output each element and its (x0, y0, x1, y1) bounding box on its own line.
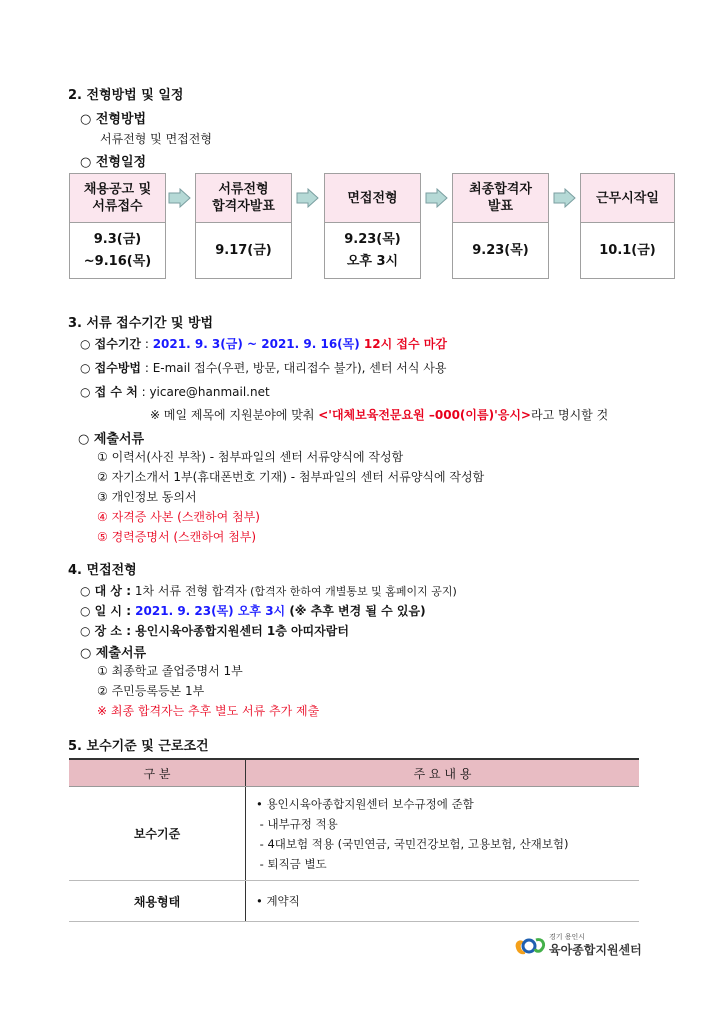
content-line: • 용인시육아종합지원센터 보수규정에 준함 (256, 796, 474, 811)
table-header-row (69, 759, 639, 787)
final-note: ※ 최종 합격자는 추후 별도 서류 추가 제출 (97, 704, 320, 718)
step-date: 9.23(목) 오후 3시 (344, 232, 401, 269)
row-label: 보수기준 (69, 787, 246, 881)
schedule-step (580, 173, 675, 279)
arrow-right-icon (296, 188, 320, 208)
step-date: 9.17(금) (215, 243, 272, 258)
step-title: 면접전형 (325, 174, 420, 223)
doc-item: ② 주민등록등본 1부 (97, 684, 205, 698)
arrow-right-icon (168, 188, 192, 208)
logo-small-text: 경기 용인시 (549, 933, 586, 941)
arrow-right-icon (553, 188, 577, 208)
doc-item: ③ 개인정보 동의서 (97, 490, 197, 504)
doc-item: ② 자기소개서 1부(휴대폰번호 기재) - 첨부파일의 센터 서류양식에 작성함 (97, 470, 485, 484)
section-3-title: 3. 서류 접수기간 및 방법 (68, 316, 214, 331)
step-title: 최종합격자 발표 (453, 174, 548, 223)
date-line: ○ 일 시 : 2021. 9. 23(목) 오후 3시 (※ 추후 변경 될 수 있음) (80, 604, 426, 618)
section-5-title: 5. 보수기준 및 근로조건 (68, 739, 209, 754)
content-line: - 4대보험 적용 (국민연금, 국민건강보험, 고용보험, 산재보험) (256, 836, 569, 851)
step-date: 10.1(금) (599, 243, 656, 258)
content-line: - 퇴직금 별도 (256, 856, 327, 871)
step-title: 채용공고 및 서류접수 (70, 174, 165, 223)
interview-docs-heading: ○ 제출서류 (80, 646, 147, 661)
step-date: 9.3(금) ~9.16(목) (83, 232, 152, 269)
step-date: 9.23(목) (472, 243, 529, 258)
target-line: ○ 대 상 : 1차 서류 전형 합격자 (합격자 한하여 개별통보 및 홈페이지 공지) (80, 584, 457, 598)
arrow-right-icon (425, 188, 449, 208)
doc-item: ① 최종학교 졸업증명서 1부 (97, 664, 243, 678)
row-content (246, 787, 640, 881)
header-content: 주 요 내 용 (246, 759, 640, 787)
doc-item: ① 이력서(사진 부착) - 첨부파일의 센터 서류양식에 작성함 (97, 450, 404, 464)
schedule-heading: ○ 전형일정 (80, 155, 147, 170)
section-2-title: 2. 전형방법 및 일정 (68, 88, 184, 103)
header-category: 구 분 (69, 759, 246, 787)
content-line: - 내부규정 적용 (256, 816, 338, 831)
logo-mark-icon (512, 934, 548, 956)
row-content: • 계약직 (246, 881, 640, 922)
period-line: ○ 접수기간 : 2021. 9. 3(금) ~ 2021. 9. 16(목) 12시 접수 마감 (80, 337, 447, 351)
receiver-line: ○ 접 수 처 : yicare@hanmail.net (80, 385, 270, 399)
method-value: 서류전형 및 면접전형 (100, 132, 212, 146)
pay-table (69, 758, 639, 922)
doc-item: ④ 자격증 사본 (스캔하여 첨부) (97, 510, 260, 524)
step-title: 근무시작일 (581, 174, 674, 223)
method-line: ○ 접수방법 : E-mail 접수(우편, 방문, 대리접수 불가), 센터 서식 사용 (80, 361, 447, 375)
method-heading: ○ 전형방법 (80, 112, 147, 127)
email-subject-note: ※ 메일 제목에 지원분야에 맞춰 <'대체보육전문요원 –000(이름)'응시>라고 명시할 것 (150, 408, 609, 422)
step-title: 서류전형 합격자발표 (196, 174, 291, 223)
schedule-step (195, 173, 292, 279)
schedule-step (452, 173, 549, 279)
logo-main-text: 육아종합지원센터 (549, 943, 642, 957)
doc-item: ⑤ 경력증명서 (스캔하여 첨부) (97, 530, 257, 544)
place-line: ○ 장 소 : 용인시육아종합지원센터 1층 아띠자람터 (80, 624, 349, 638)
table-row (69, 881, 639, 922)
table-row (69, 787, 639, 881)
row-label: 채용형태 (69, 881, 246, 922)
schedule-step (324, 173, 421, 279)
docs-heading: ○ 제출서류 (78, 432, 145, 447)
section-4-title: 4. 면접전형 (68, 563, 137, 578)
schedule-step (69, 173, 166, 279)
